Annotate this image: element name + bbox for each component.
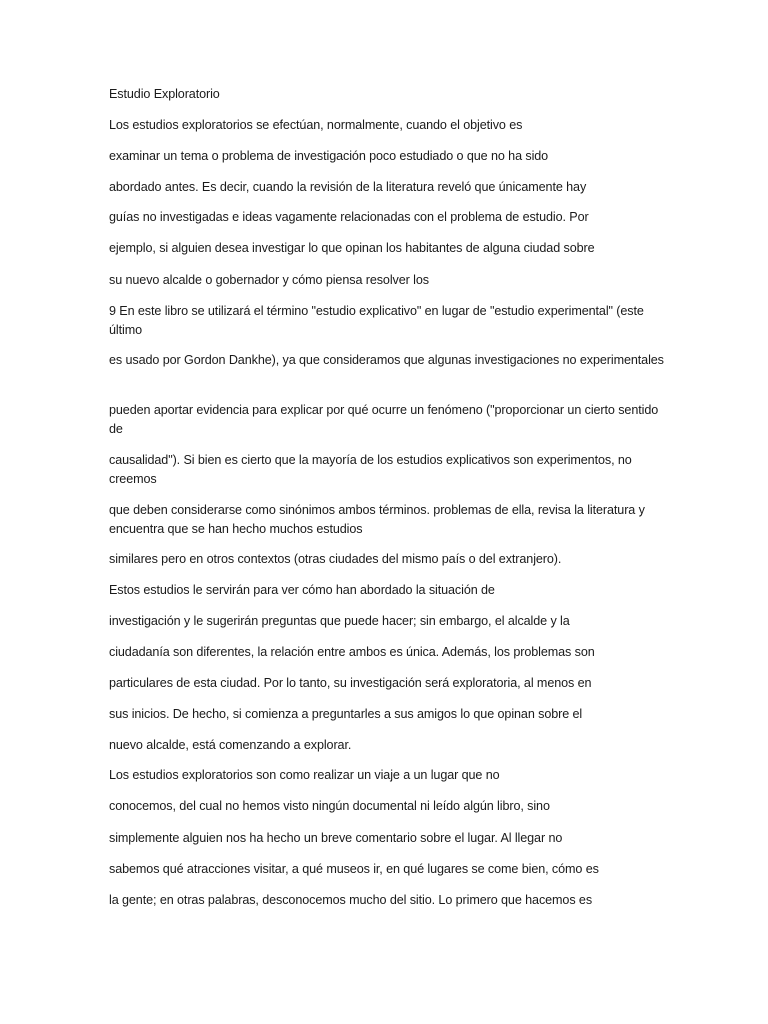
- paragraph-line: Los estudios exploratorios se efectúan, normalmente, cuando el objetivo es: [109, 118, 523, 132]
- paragraph-line: sus inicios. De hecho, si comienza a preguntarles a sus amigos lo que opinan sobre el: [109, 707, 583, 721]
- paragraph-line: nuevo alcalde, está comenzando a explorar.: [109, 738, 352, 752]
- paragraph-line: su nuevo alcalde o gobernador y cómo piensa resolver los: [109, 273, 429, 287]
- paragraph-line: similares pero en otros contextos (otras ciudades del mismo país o del extranjero).: [109, 552, 562, 566]
- paragraph-line: ciudadanía son diferentes, la relación entre ambos es única. Además, los problemas son: [109, 645, 595, 659]
- paragraph-line: la gente; en otras palabras, desconocemos mucho del sitio. Lo primero que hacemos es: [109, 893, 593, 907]
- paragraph-line: abordado antes. Es decir, cuando la revisión de la literatura reveló que únicamente hay: [109, 180, 587, 194]
- paragraph-line: guías no investigadas e ideas vagamente relacionadas con el problema de estudio. Por: [109, 210, 589, 224]
- footnote-line: que deben considerarse como sinónimos ambos términos. problemas de ella, revisa la literatura y encuentra que se han hecho muchos estudios: [109, 503, 645, 536]
- footnote-line: causalidad"). Si bien es cierto que la mayoría de los estudios explicativos son experimentos, no creemos: [109, 453, 632, 486]
- paragraph-line: simplemente alguien nos ha hecho un breve comentario sobre el lugar. Al llegar no: [109, 831, 563, 845]
- footnote-line: pueden aportar evidencia para explicar por qué ocurre un fenómeno ("proporcionar un cierto sentido de: [109, 403, 659, 436]
- footnote-line: 9 En este libro se utilizará el término "estudio explicativo" en lugar de "estudio experimental" (este último: [109, 304, 644, 337]
- paragraph-line: conocemos, del cual no hemos visto ningún documental ni leído algún libro, sino: [109, 799, 550, 813]
- paragraph-line: ejemplo, si alguien desea investigar lo que opinan los habitantes de alguna ciudad sobre: [109, 241, 595, 255]
- paragraph-line: examinar un tema o problema de investigación poco estudiado o que no ha sido: [109, 149, 549, 163]
- paragraph-line: particulares de esta ciudad. Por lo tanto, su investigación será exploratoria, al menos en: [109, 676, 592, 690]
- paragraph-line: Los estudios exploratorios son como realizar un viaje a un lugar que no: [109, 768, 500, 782]
- paragraph-line: investigación y le sugerirán preguntas que puede hacer; sin embargo, el alcalde y la: [109, 614, 570, 628]
- footnote-line: es usado por Gordon Dankhe), ya que consideramos que algunas investigaciones no experimentales: [109, 353, 664, 367]
- paragraph-line: Estos estudios le servirán para ver cómo han abordado la situación de: [109, 583, 495, 597]
- paragraph-line: sabemos qué atracciones visitar, a qué museos ir, en qué lugares se come bien, cómo es: [109, 862, 599, 876]
- document-title: Estudio Exploratorio: [109, 87, 220, 101]
